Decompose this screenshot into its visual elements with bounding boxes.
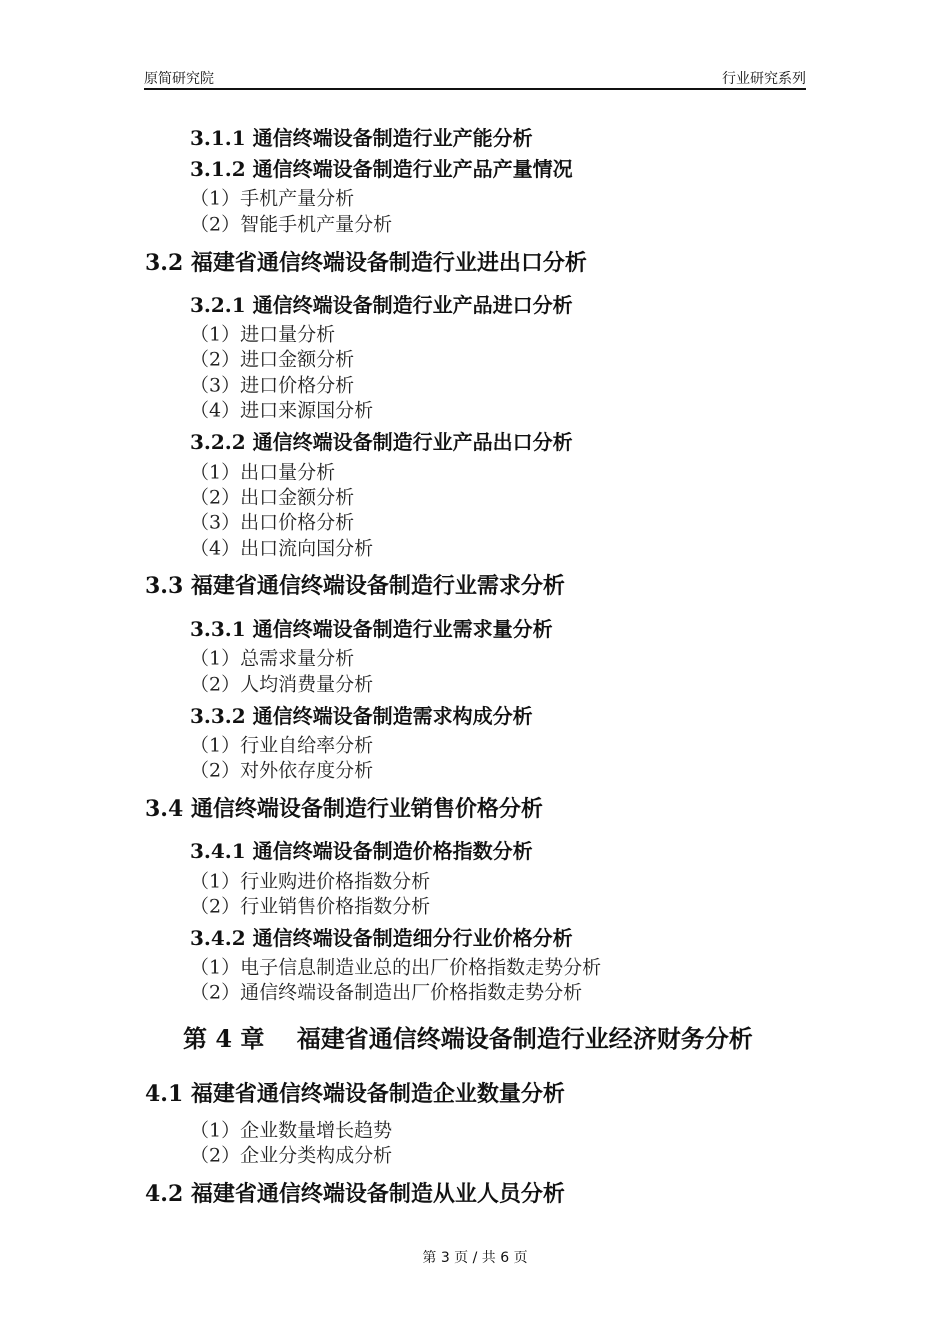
toc-item: （1）出口量分析 [190, 461, 336, 484]
chapter-heading: 第 4 章 福建省通信终端设备制造行业经济财务分析 [183, 1024, 753, 1053]
section-heading: 4.2 福建省通信终端设备制造从业人员分析 [145, 1181, 565, 1207]
header-rule [144, 88, 806, 90]
toc-item: （2）出口金额分析 [190, 486, 355, 509]
toc-item: （1）行业自给率分析 [190, 734, 374, 757]
toc-item: （2）人均消费量分析 [190, 673, 374, 696]
toc-item: （4）进口来源国分析 [190, 399, 374, 422]
subsection-heading: 3.3.1 通信终端设备制造行业需求量分析 [190, 617, 553, 641]
subsection-heading: 3.2.1 通信终端设备制造行业产品进口分析 [190, 293, 573, 317]
toc-item: （1）总需求量分析 [190, 647, 355, 670]
toc-item: （2）进口金额分析 [190, 348, 355, 371]
section-heading: 4.1 福建省通信终端设备制造企业数量分析 [145, 1081, 565, 1107]
page-number: 第 3 页 / 共 6 页 [422, 1250, 528, 1266]
toc-item: （1）进口量分析 [190, 323, 336, 346]
subsection-heading: 3.4.2 通信终端设备制造细分行业价格分析 [190, 926, 573, 950]
section-heading: 3.2 福建省通信终端设备制造行业进出口分析 [145, 250, 587, 276]
subsection-heading: 3.3.2 通信终端设备制造需求构成分析 [190, 704, 533, 728]
toc-item: （2）对外依存度分析 [190, 759, 374, 782]
subsection-heading: 3.1.1 通信终端设备制造行业产能分析 [190, 126, 533, 150]
toc-item: （2）行业销售价格指数分析 [190, 895, 431, 918]
toc-item: （4）出口流向国分析 [190, 537, 374, 560]
subsection-heading: 3.4.1 通信终端设备制造价格指数分析 [190, 839, 533, 863]
toc-item: （3）出口价格分析 [190, 511, 355, 534]
toc-item: （2）智能手机产量分析 [190, 213, 393, 236]
header-left: 原简研究院 [144, 71, 214, 87]
toc-item: （1）行业购进价格指数分析 [190, 870, 431, 893]
subsection-heading: 3.2.2 通信终端设备制造行业产品出口分析 [190, 430, 573, 454]
toc-item: （1）手机产量分析 [190, 187, 355, 210]
toc-item: （2）通信终端设备制造出厂价格指数走势分析 [190, 981, 583, 1004]
subsection-heading: 3.1.2 通信终端设备制造行业产品产量情况 [190, 157, 573, 181]
section-heading: 3.4 通信终端设备制造行业销售价格分析 [145, 796, 543, 822]
toc-item: （2）企业分类构成分析 [190, 1144, 393, 1167]
toc-item: （1）电子信息制造业总的出厂价格指数走势分析 [190, 956, 602, 979]
toc-item: （1）企业数量增长趋势 [190, 1119, 393, 1142]
section-heading: 3.3 福建省通信终端设备制造行业需求分析 [145, 573, 565, 599]
header-right: 行业研究系列 [722, 71, 806, 87]
toc-item: （3）进口价格分析 [190, 374, 355, 397]
